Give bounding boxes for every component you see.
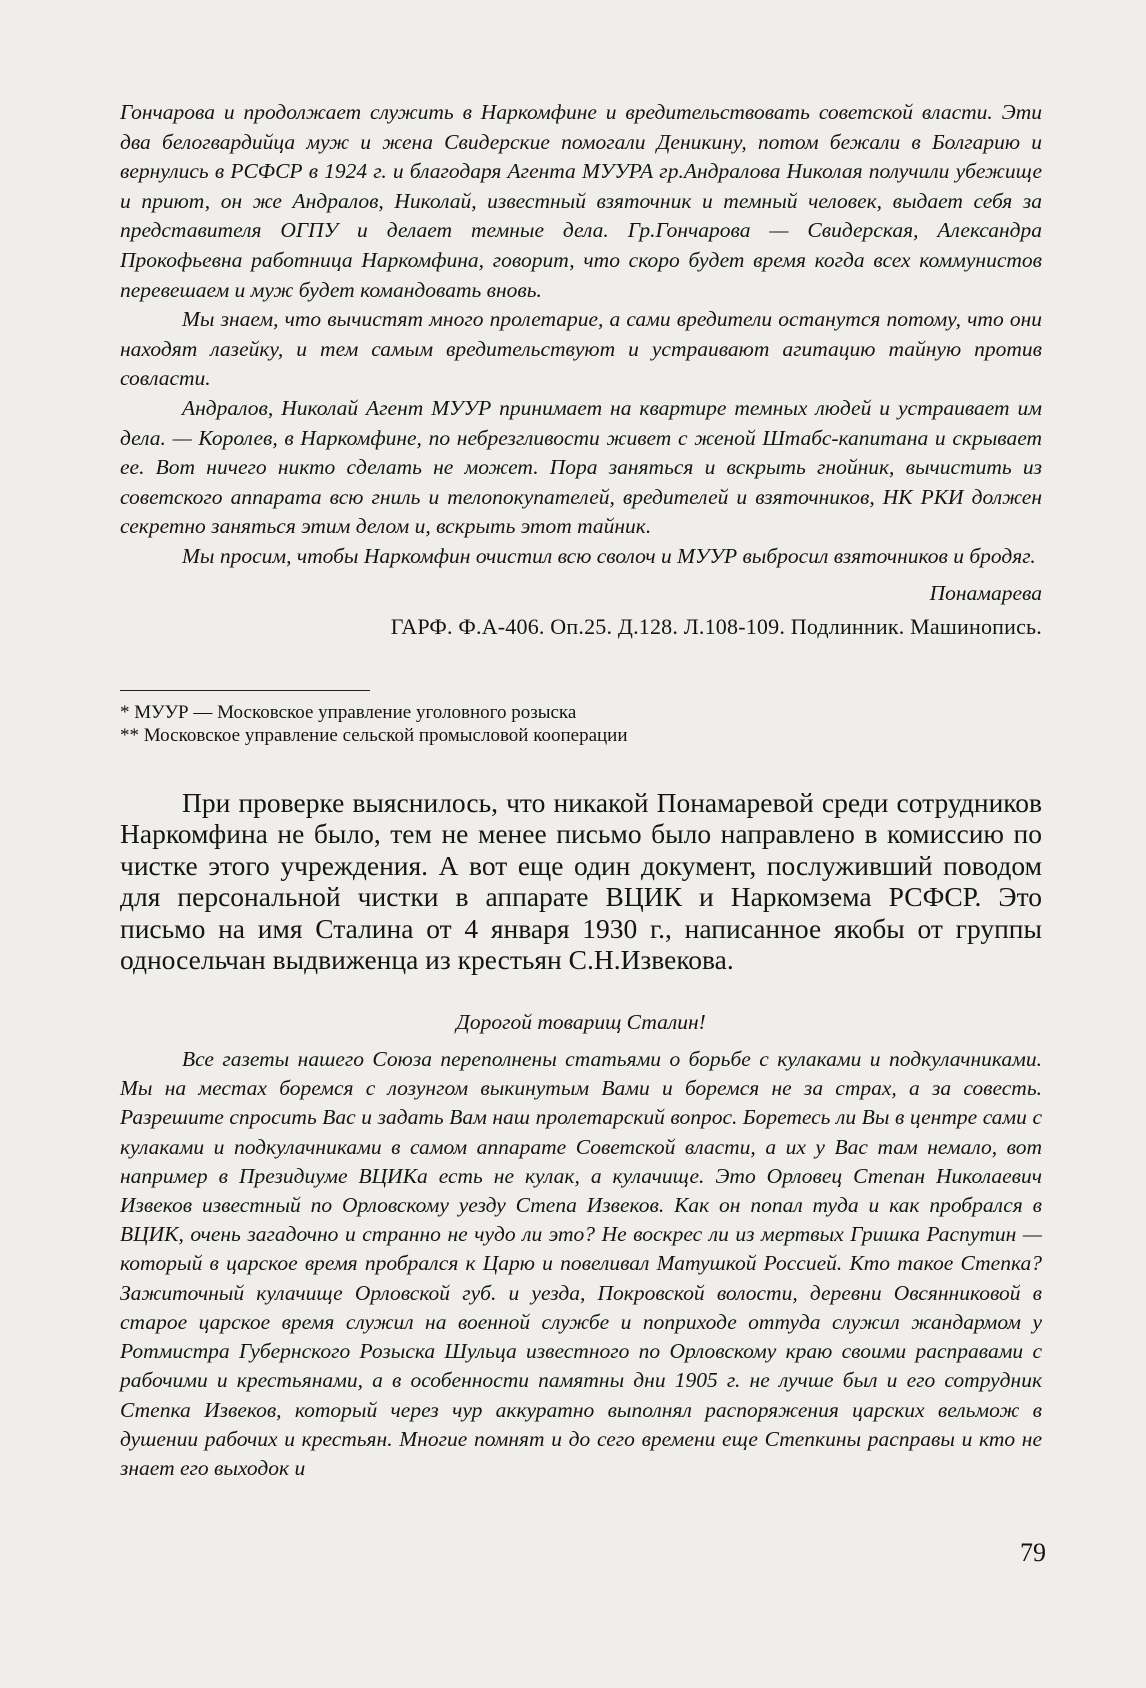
letter-salutation: Дорогой товарищ Сталин!	[456, 1010, 706, 1035]
letter-paragraph: Гончарова и продолжает служить в Наркомфине и вредительствовать советской власти. Эти два белогвардийца муж и жена Свидерские помогали Деникину, потом бежали в Болгарию и вернулись в РСФСР в 1924 г. и благодаря Агента МУУРА гр.Андралова Николая получили убежище и приют, он же Андралов, Николай, известный взяточник и темный человек, выдает себя за представителя ОГПУ и делает темные дела. Гр.Гончарова — Свидерская, Александра Прокофьевна работница Наркомфина, говорит, что скоро будет время когда всех коммунистов перевешаем и муж будет командовать вновь.	[120, 100, 1042, 302]
page-number: 79	[1020, 1538, 1046, 1567]
letter-signature: Понамарева	[929, 580, 1042, 605]
letter-paragraph: Андралов, Николай Агент МУУР принимает на квартире темных людей и устраивает им дела. — Королев, в Наркомфине, по небрезгливости живет с женой Штабс-капитана и скрывает ее. Вот ничего никто сделать не может. Пора заняться и вскрыть гнойник, вычистить из советского аппарата всю гниль и телопокупателей, вредителей и взяточников, НК РКИ должен секретно заняться этим делом и, вскрыть этот тайник.	[120, 395, 1042, 539]
stalin-letter	[120, 1045, 1042, 1483]
text-column	[120, 98, 1042, 1483]
body-paragraph: При проверке выяснилось, что никакой Понамаревой среди сотрудников Наркомфина не было, тем не менее письмо было направлено в комиссию по чистке этого учреждения. А вот еще один документ, послуживший поводом для персональной чистки в аппарате ВЦИК и Наркомзема РСФСР. Это письмо на имя Сталина от 4 января 1930 г., написанное якобы от группы односельчан выдвиженца из крестьян С.Н.Извекова.	[120, 786, 1042, 976]
footnote-1: * МУУР — Московское управление уголовного розыска	[120, 701, 577, 723]
quoted-letter	[120, 98, 1042, 572]
footnote-divider	[120, 690, 370, 691]
letter-paragraph: Все газеты нашего Союза переполнены статьями о борьбе с кулаками и подкулачниками. Мы на местах боремся с лозунгом выкинутым Вами и боремся не за страх, а за совесть. Разрешите спросить Вас и задать Вам наш пролетарский вопрос. Боретесь ли Вы в центре сами с кулаками и подкулачниками в самом аппарате Советской власти, а их у Вас там немало, вот например в Президиуме ВЦИКа есть не кулак, а кулачище. Это Орловец Степан Николаевич Извеков известный по Орловскому уезду Степа Извеков. Как он попал туда и как пробрался в ВЦИК, очень загадочно и странно не чудо ли это? Не воскрес ли из мертвых Гришка Распутин — который в царское время пробрался к Царю и повеливал Матушкой Россией. Кто такое Степка? Зажиточный кулачище Орловской губ. и уезда, Покровской волости, деревни Овсянниковой в старое царское время служил на военной службе и поприходе оттуда служил жандармом у Ротмистра Губернского Розыска Шульца известного по Орловскому краю своими расправами с рабочими и крестьянами, а в особенности памятны дни 1905 г. не лучше был и его сотрудник Степка Извеков, который через чур аккуратно выполнял распоряжения царских вельмож в душении рабочих и крестьян. Многие помнят и до сего времени еще Степкины расправы и кто не знает его выходок и	[120, 1047, 1042, 1480]
archive-reference: ГАРФ. Ф.А-406. Оп.25. Д.128. Л.108-109. Подлинник. Машинопись.	[390, 613, 1042, 639]
footnote-2: ** Московское управление сельской промысловой кооперации	[120, 724, 628, 746]
letter-paragraph: Мы просим, чтобы Наркомфин очистил всю сволоч и МУУР выбросил взяточников и бродяг.	[182, 543, 1036, 568]
letter-paragraph: Мы знаем, что вычистят много пролетарие, а сами вредители останутся потому, что они находят лазейку, и тем самым вредительствуют и устраивают агитацию тайную против совласти.	[120, 307, 1042, 391]
